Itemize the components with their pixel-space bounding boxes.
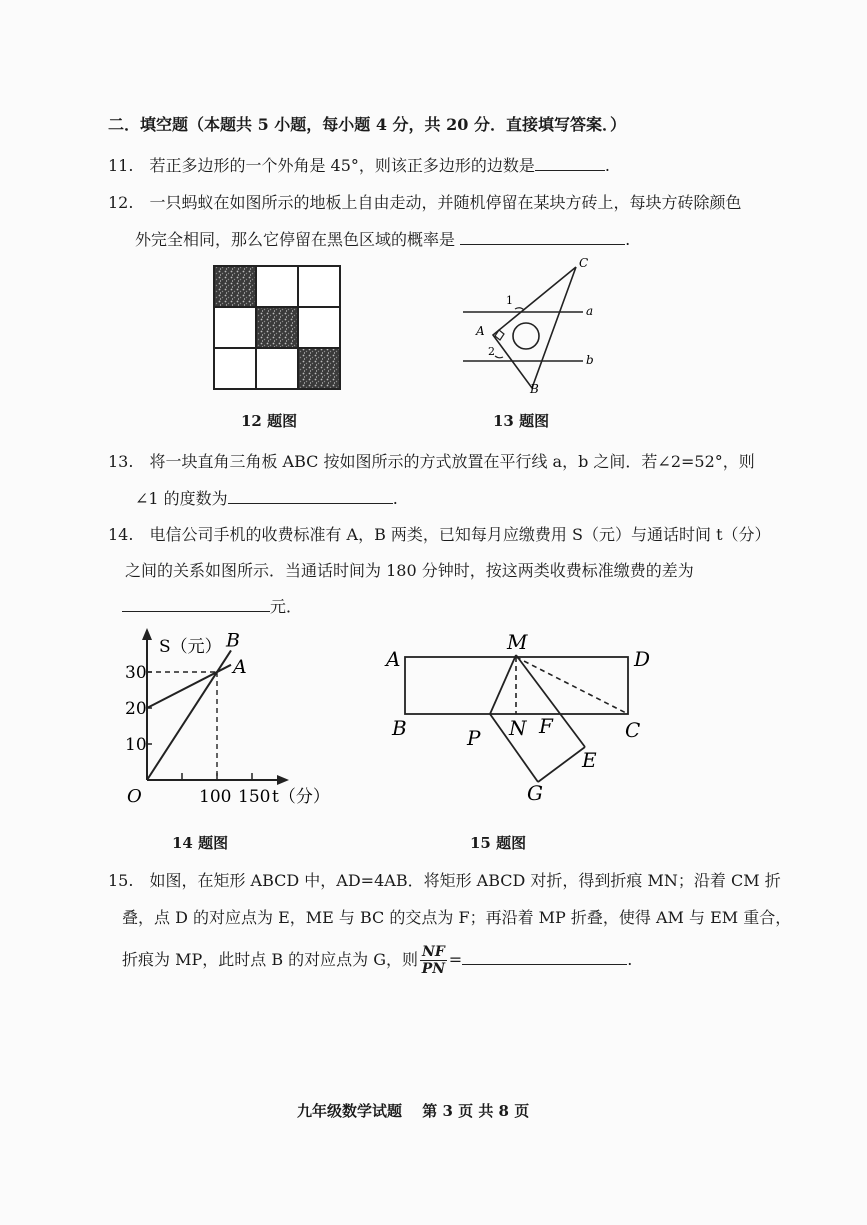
x-axis-label: t（分） bbox=[272, 787, 330, 807]
q13-answer-blank[interactable] bbox=[228, 502, 393, 504]
question-14-line3 bbox=[122, 594, 302, 617]
q12-line1: 12. 一只蚂蚁在如图所示的地板上自由走动，并随机停留在某块方砖上，每块方砖除颜色 bbox=[108, 193, 742, 212]
fraction-numerator: NF bbox=[422, 944, 445, 960]
q15-end: . bbox=[627, 950, 633, 969]
label-N: N bbox=[509, 716, 527, 740]
figure-12-caption: 12 题图 bbox=[241, 412, 298, 430]
segment-mp bbox=[490, 655, 516, 714]
y-axis-arrow bbox=[142, 628, 152, 640]
label-C: C bbox=[625, 718, 641, 742]
series-label-A: A bbox=[233, 655, 247, 678]
y-axis-label: S（元） bbox=[159, 637, 222, 657]
question-11 bbox=[108, 153, 610, 176]
y-tick-label: 10 bbox=[125, 735, 147, 755]
grid-cell-white bbox=[298, 266, 340, 307]
label-F: F bbox=[539, 714, 553, 738]
fraction-denominator: PN bbox=[421, 961, 446, 977]
figure-15-diagram bbox=[380, 622, 660, 812]
grid-cell-white bbox=[214, 348, 256, 389]
q12-answer-blank[interactable] bbox=[460, 243, 625, 245]
q11-answer-blank[interactable] bbox=[535, 169, 605, 171]
question-12-line2 bbox=[135, 227, 630, 250]
q14-unit: 元． bbox=[270, 597, 303, 616]
label-A: A bbox=[386, 647, 401, 671]
label-M: M bbox=[507, 630, 528, 654]
label-E: E bbox=[582, 748, 597, 772]
x-axis-arrow bbox=[277, 775, 289, 785]
label-D: D bbox=[634, 647, 651, 671]
x-tick-label: 100 bbox=[199, 787, 232, 807]
triangle-abc bbox=[493, 267, 576, 388]
figure-14-caption: 14 题图 bbox=[172, 834, 229, 852]
figure-14-chart bbox=[115, 622, 355, 817]
grid-cell-white bbox=[214, 307, 256, 348]
label-angle-1: 1 bbox=[506, 294, 513, 307]
q15-answer-blank[interactable] bbox=[462, 963, 627, 965]
series-label-B: B bbox=[226, 629, 240, 652]
q15-line2: 叠，点 D 的对应点为 E，ME 与 BC 的交点为 F；再沿着 MP 折叠，使得 AM 与 EM 重合， bbox=[122, 908, 792, 927]
grid-cell-black bbox=[256, 307, 298, 348]
x-tick-label: 150 bbox=[238, 787, 271, 807]
q12-end: . bbox=[625, 230, 631, 249]
page-footer: 九年级数学试题 第 3 页 共 8 页 bbox=[297, 1102, 530, 1120]
label-A: A bbox=[476, 324, 485, 338]
question-13-line2 bbox=[135, 486, 398, 509]
y-tick-label: 30 bbox=[125, 663, 147, 683]
figure-13-diagram bbox=[455, 255, 605, 405]
label-G: G bbox=[527, 781, 543, 805]
series-line-B bbox=[147, 650, 231, 780]
segment-ge bbox=[538, 747, 585, 782]
grid-cell-white bbox=[256, 266, 298, 307]
y-tick-label: 20 bbox=[125, 699, 147, 719]
figure-15-caption: 15 题图 bbox=[470, 834, 527, 852]
angle-1-arc bbox=[515, 308, 524, 310]
fraction-nf-over-pn bbox=[420, 944, 447, 977]
figure-13-caption: 13 题图 bbox=[493, 412, 550, 430]
label-C: C bbox=[579, 256, 589, 270]
angle-2-arc bbox=[495, 356, 503, 358]
grid-cell-white bbox=[256, 348, 298, 389]
q15-equals: = bbox=[448, 950, 463, 969]
grid-cell-white bbox=[298, 307, 340, 348]
grid-cell-black bbox=[214, 266, 256, 307]
question-15-line3 bbox=[122, 944, 632, 977]
section-heading: 二．填空题（本题共 5 小题，每小题 4 分，共 20 分．直接填写答案．） bbox=[108, 115, 626, 134]
q12-line2: 外完全相同，那么它停留在黑色区域的概率是 bbox=[135, 230, 456, 249]
label-angle-2: 2 bbox=[488, 345, 495, 358]
q11-text: 11. 若正多边形的一个外角是 45°，则该正多边形的边数是 bbox=[108, 156, 535, 175]
triangle-hole bbox=[513, 323, 539, 349]
origin-label: O bbox=[127, 786, 142, 807]
q13-line1: 13. 将一块直角三角板 ABC 按如图所示的方式放置在平行线 a，b 之间．若∠2=52°，则 bbox=[108, 452, 755, 471]
q14-answer-blank[interactable] bbox=[122, 610, 270, 612]
label-a: a bbox=[586, 304, 594, 318]
q14-line2: 之间的关系如图所示．当通话时间为 180 分钟时，按这两类收费标准缴费的差为 bbox=[125, 561, 694, 580]
q13-line2: ∠1 的度数为 bbox=[135, 489, 228, 508]
figure-12-grid bbox=[212, 264, 342, 392]
label-B: B bbox=[392, 716, 407, 740]
q15-line1: 15. 如图，在矩形 ABCD 中，AD=4AB．将矩形 ABCD 对折，得到折痕 MN；沿着 CM 折 bbox=[108, 871, 781, 890]
label-P: P bbox=[467, 726, 481, 750]
q13-end: . bbox=[392, 489, 398, 508]
label-b: b bbox=[586, 353, 594, 367]
q11-end: . bbox=[604, 156, 610, 175]
label-B: B bbox=[530, 382, 539, 396]
grid-cell-black bbox=[298, 348, 340, 389]
q15-line3-text: 折痕为 MP，此时点 B 的对应点为 G，则 bbox=[122, 950, 419, 969]
q14-line1: 14. 电信公司手机的收费标准有 A，B 两类，已知每月应缴费用 S（元）与通话时间 t（分） bbox=[108, 525, 771, 544]
dashed-mc bbox=[516, 657, 628, 714]
